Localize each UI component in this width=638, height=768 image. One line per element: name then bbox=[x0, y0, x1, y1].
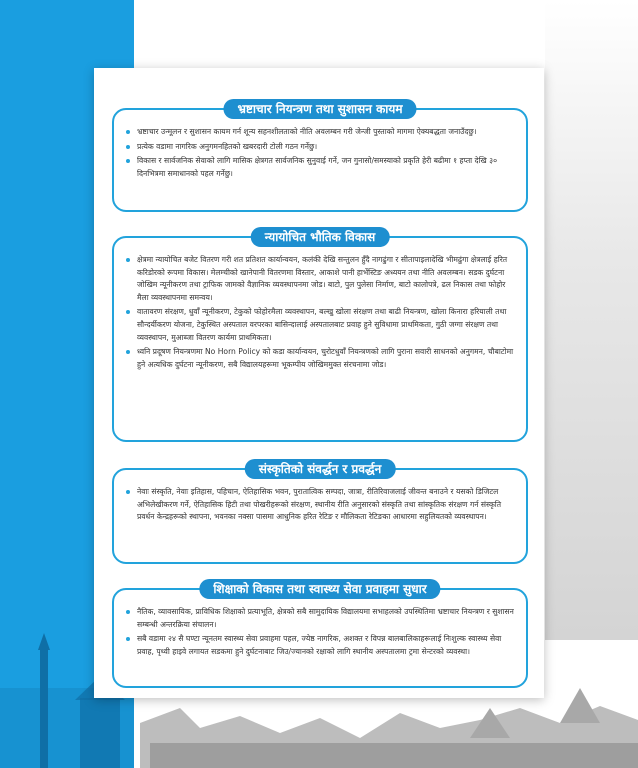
section-physical-development bbox=[112, 230, 528, 442]
section-culture bbox=[112, 462, 528, 564]
list-item: ध्वनि प्रदूषण नियन्त्रणमा No Horn Policy को कडा कार्यान्वयन, चुरोटधुवाँ नियन्त्रणको लागि पुराना सवारी साधनको अनुगमन, चौबाटोमा हुने अत्यधिक दुर्घटना न्यूनीकरण, सबै विद्यालयहरूमा भूकम्पीय जोखिममुक्त संरचनामा जोड। bbox=[126, 346, 516, 371]
list-item: प्रत्येक वडामा नागरिक अनुगमनहितको खबरदारी टोली गठन गर्नेछु। bbox=[126, 141, 516, 154]
manifesto-page bbox=[94, 68, 544, 698]
section-education-health bbox=[112, 582, 528, 688]
list-item: भ्रष्टाचार उन्मूलन र सुशासन कायम गर्न शून्य सहनशीलताको नीति अवलम्बन गरी जेन्जी पुस्ताको मागमा ऐक्यबद्धता जनाउँदछु। bbox=[126, 126, 516, 139]
section-title: शिक्षाको विकास तथा स्वास्थ्य सेवा प्रवाहमा सुधार bbox=[199, 579, 440, 599]
list-item: नेवाः संस्कृति, नेवाः इतिहास, पहिचान, ऐतिहासिक भवन, पुरातात्विक सम्पदा, जात्रा, रीतिरिवाजलाई जीवन्त बनाउने र यसको डिजिटल अभिलेखीकरण गर्ने, ऐतिहासिक हिटी तथा पोखरीहरूको संरक्षण, स्थानीय रीति अनुसारको संस्कृति तथा सांस्कृतिक संरक्षण गर्न संस्कृति प्रवर्धन केन्द्रहरूको स्थापना, भवनका नक्सा पासमा आधुनिक हरित रेटिङ र मौलिकता रेटिङका आधारमा सहुलियतको व्यवस्थापन। bbox=[126, 486, 516, 524]
bullet-list bbox=[126, 126, 516, 180]
section-title: संस्कृतिको संवर्द्धन र प्रवर्द्धन bbox=[245, 459, 396, 479]
bullet-list bbox=[126, 254, 516, 371]
section-title: भ्रष्टाचार नियन्त्रण तथा सुशासन कायम bbox=[223, 99, 416, 119]
bullet-list bbox=[126, 606, 516, 658]
bullet-list bbox=[126, 486, 516, 524]
right-grey-shadow bbox=[545, 0, 638, 640]
list-item: विकास र सार्वजनिक सेवाको लागि मासिक क्षेत्रगत सार्वजनिक सुनुवाई गर्ने, जन गुनासो/समस्याको प्रकृति हेरी बढीमा १ हप्ता देखि ३० दिनभित्रमा समाधानको पहल गर्नेछु। bbox=[126, 155, 516, 180]
list-item: सबै वडामा २४ सै घण्टा न्यूनतम स्वास्थ्य सेवा प्रवाहमा पहल, ज्येष्ठ नागरिक, अशक्त र विपन्न बालबालिकाहरूलाई निःशुल्क स्वास्थ्य सेवा प्रवाह, पृथ्वी हाइवे लगायत सडकमा हुने दुर्घटनाबाट जिउ/ज्यानको रक्षाको लागि स्थानीय अस्पतालमा ट्रमा सेन्टरको व्यवस्था। bbox=[126, 633, 516, 658]
list-item: क्षेत्रमा न्यायोचित बजेट वितरण गरी शत प्रतिशत कार्यान्वयन, कलंकी देखि सन्तुलन हुँदै नागढुंगा र सीतापाइलादेखि भीमढुंगा क्षेत्रलाई हरित करिडोरको रूपमा विकास। मेलम्चीको खानेपानी वितरणमा विस्तार, आकाशे पानी हार्भेस्टिङ अध्ययन तथा नीति अवलम्बन। सडक दुर्घटना जोखिम न्यूनीकरण तथा ट्राफिक जामको वैज्ञानिक व्यवस्थापनमा जोड। बाटो, पुल पुलेसा निर्माण, बाटो कालोपत्रे, ढल निकास तथा फोहोर मैला व्यवस्थापनमा समन्वय। bbox=[126, 254, 516, 304]
section-anti-corruption bbox=[112, 102, 528, 212]
list-item: वातावरण संरक्षण, धुवाँ न्यूनीकरण, टेकुको फोहोरमैला व्यवस्थापन, बल्खु खोला संरक्षण तथा बाढी नियन्त्रण, खोला किनारा हरियाली तथा सौन्दर्यीकरण योजना, टेकुस्थित अस्पताल वरपरका बासिन्दालाई अस्पतालबाट प्रवाह हुने सुविधामा प्राथमिकता, गुठी जग्गा संरक्षण तथा व्यवस्थापन, मुआब्जा वितरण कार्यमा प्राथमिकता। bbox=[126, 306, 516, 344]
list-item: नैतिक, व्यावसायिक, प्राविधिक शिक्षाको प्रत्याभूति, क्षेत्रको सबै सामुदायिक विद्यालयमा सभाहलको उपस्थितिमा भ्रष्टाचार नियन्त्रण र सुशासन सम्बन्धी अन्तरक्रिया संचालन। bbox=[126, 606, 516, 631]
section-title: न्यायोचित भौतिक विकास bbox=[251, 227, 390, 247]
